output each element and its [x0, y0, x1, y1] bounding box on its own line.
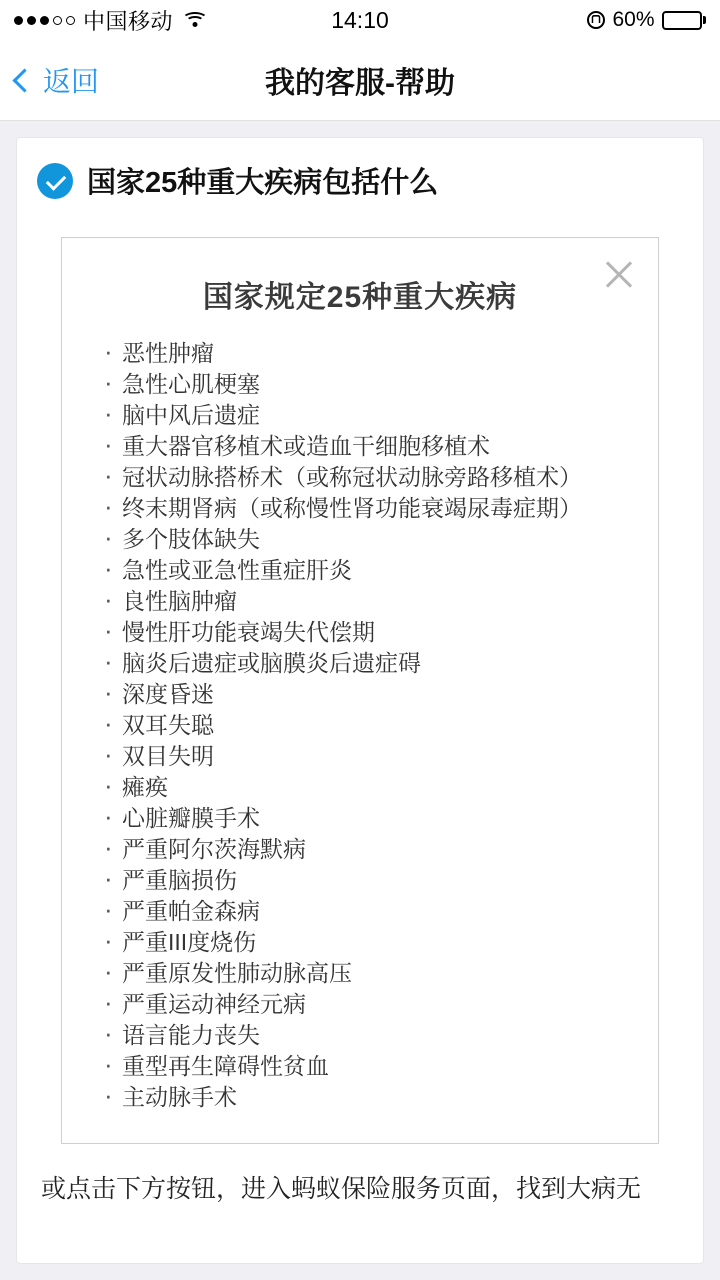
battery-icon	[662, 11, 707, 30]
content-area	[0, 121, 720, 1280]
disease-figure	[61, 237, 659, 1144]
clock-label: 14:10	[331, 6, 389, 33]
list-item: · 重型再生障碍性贫血	[102, 1051, 632, 1082]
list-item: · 双目失明	[102, 741, 632, 772]
list-item: · 主动脉手术	[102, 1082, 632, 1113]
figure-title: 国家规定25种重大疾病	[202, 281, 518, 314]
list-item: · 多个肢体缺失	[102, 524, 632, 555]
list-item: · 终末期肾病（或称慢性肾功能衰竭尿毒症期）	[102, 493, 632, 524]
list-item: · 心脏瓣膜手术	[102, 803, 632, 834]
faq-card	[16, 137, 704, 1264]
question-title: 国家25种重大疾病包括什么	[87, 167, 439, 199]
list-item: · 急性或亚急性重症肝炎	[102, 555, 632, 586]
list-item: · 严重运动神经元病	[102, 989, 632, 1020]
list-item: · 严重脑损伤	[102, 865, 632, 896]
list-item: · 严重帕金森病	[102, 896, 632, 927]
list-item: · 双耳失聪	[102, 710, 632, 741]
disease-list	[88, 338, 632, 1113]
list-item: · 慢性肝功能衰竭失代偿期	[102, 617, 632, 648]
list-item: · 深度昏迷	[102, 679, 632, 710]
list-item: · 良性脑肿瘤	[102, 586, 632, 617]
nav-bar	[0, 40, 720, 121]
list-item: · 急性心肌梗塞	[102, 369, 632, 400]
back-button-label: 返回	[43, 66, 100, 97]
list-item: · 脑中风后遗症	[102, 400, 632, 431]
list-item: · 恶性肿瘤	[102, 338, 632, 369]
page-title: 我的客服-帮助	[265, 67, 455, 100]
list-item: · 重大器官移植术或造血干细胞移植术	[102, 431, 632, 462]
list-item: · 严重阿尔茨海默病	[102, 834, 632, 865]
battery-percent-label: 60%	[612, 8, 655, 31]
list-item: · 严重III度烧伤	[102, 927, 632, 958]
carrier-label: 中国移动	[83, 8, 174, 34]
list-item: · 严重原发性肺动脉高压	[102, 958, 632, 989]
close-icon[interactable]	[602, 256, 636, 290]
list-item: · 冠状动脉搭桥术（或称冠状动脉旁路移植术）	[102, 462, 632, 493]
list-item: · 语言能力丧失	[102, 1020, 632, 1051]
check-circle-icon	[37, 163, 73, 199]
list-item: · 瘫痪	[102, 772, 632, 803]
chevron-left-icon	[12, 68, 36, 92]
back-button[interactable]	[0, 60, 99, 100]
list-item: · 脑炎后遗症或脑膜炎后遗症碍	[102, 648, 632, 679]
question-row[interactable]	[37, 160, 683, 221]
status-bar	[0, 0, 720, 40]
footer-note: 或点击下方按钮，进入蚂蚁保险服务页面，找到大病无	[41, 1175, 642, 1203]
